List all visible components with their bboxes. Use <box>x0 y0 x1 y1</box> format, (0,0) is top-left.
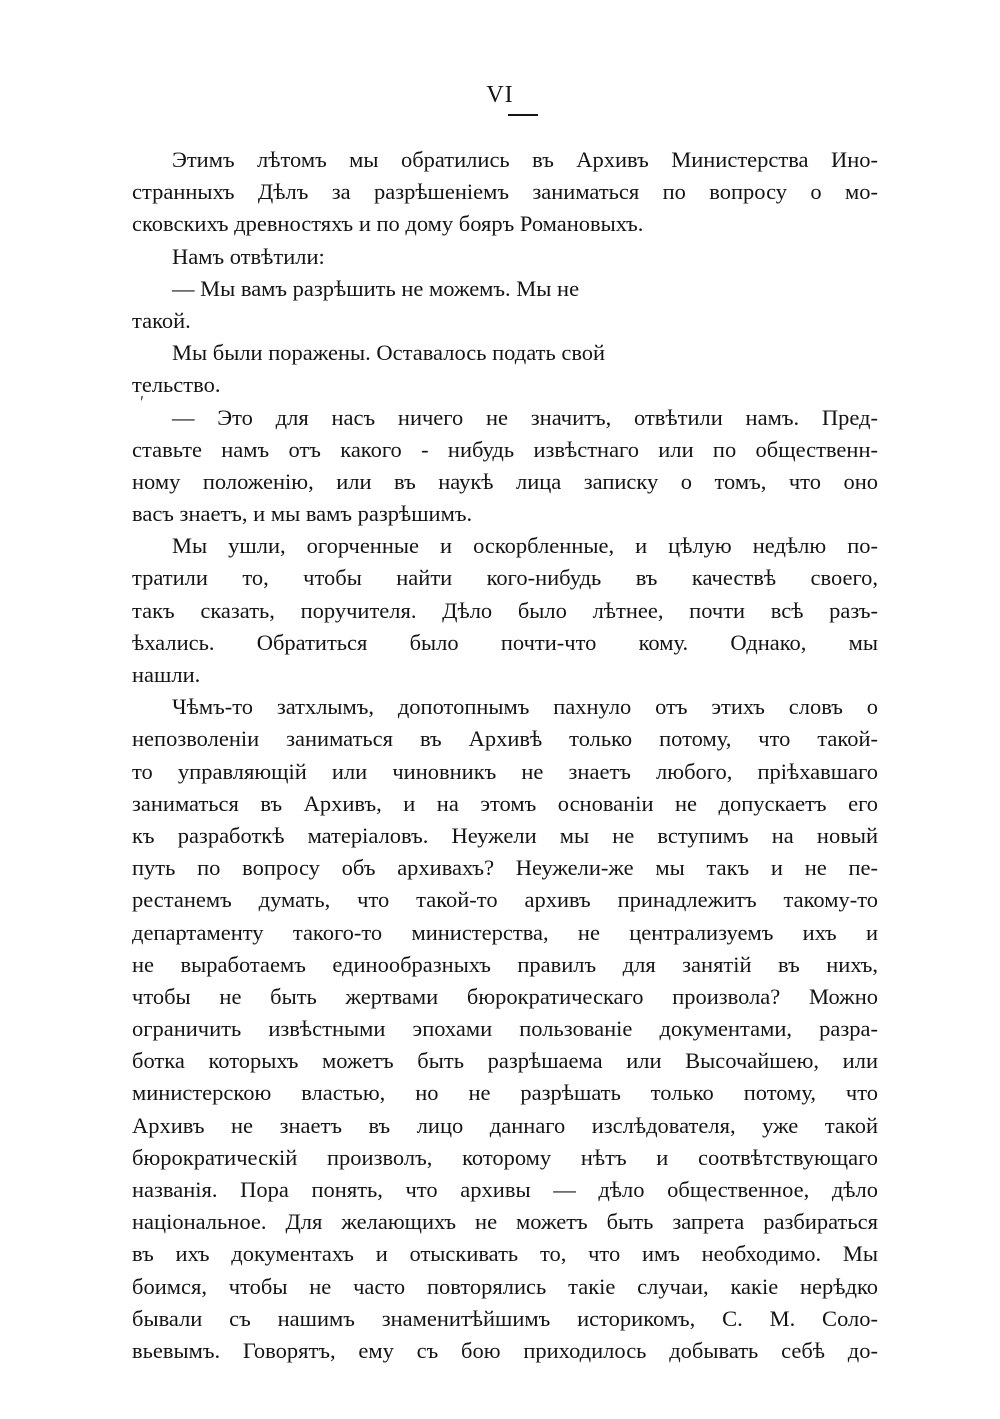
text-line: путь по вопросу объ архивахъ? Неужели-же мы такъ и не пе- <box>132 855 878 881</box>
page-number: VI <box>486 82 514 108</box>
text-line: Мы ушли, огорченные и оскорбленные, и цѣлую недѣлю по- <box>172 533 878 559</box>
text-line: Намъ отвѣтили: <box>172 243 325 269</box>
text-line: не выработаемъ единообразныхъ правилъ для занятій въ нихъ, <box>132 951 878 977</box>
text-line: непозволеніи заниматься въ Архивѣ только потому, что такой- <box>132 726 878 752</box>
text-line: нашли. <box>132 662 201 687</box>
text-line: Архивъ не знаетъ въ лицо даннаго изслѣдователя, уже такой <box>132 1112 878 1138</box>
text-line: васъ знаетъ, и мы вамъ разрѣшимъ. <box>132 501 473 527</box>
text-line: бюрократическій произволъ, которому нѣтъ и соотвѣтствующаго <box>132 1144 878 1170</box>
text-line: боимся, чтобы не часто повторялись такіе случаи, какіе нерѣдко <box>132 1273 878 1299</box>
text-line: ному положенію, или въ наукѣ лица записку о томъ, что оно <box>132 468 878 494</box>
text-line: вьевымъ. Говорятъ, ему съ бою приходилось добывать себѣ до- <box>132 1337 878 1363</box>
text-line: странныхъ Дѣлъ за разрѣшеніемъ заниматься по вопросу о мо- <box>132 179 878 205</box>
text-line: министерскою властью, но не разрѣшать только потому, что <box>132 1080 878 1106</box>
text-line: ботка которыхъ можетъ быть разрѣшаема или Высочайшею, или <box>132 1048 878 1074</box>
stray-mark: ʹ <box>140 392 144 412</box>
text-line: — Это для насъ ничего не значитъ, отвѣтили намъ. Пред- <box>172 404 878 430</box>
text-line: рестанемъ думать, что такой-то архивъ принадлежитъ такому-то <box>132 887 878 913</box>
text-line: къ разработкѣ матеріаловъ. Неужели мы не вступимъ на новый <box>132 822 878 848</box>
text-line: бывали съ нашимъ знаменитѣйшимъ историкомъ, С. М. Соло- <box>132 1305 878 1331</box>
text-line: національное. Для желающихъ не можетъ быть запрета разбираться <box>132 1209 878 1235</box>
text-line: заниматься въ Архивъ, и на этомъ основаніи не допускаетъ его <box>132 790 878 816</box>
text-line: ѣхались. Обратиться было почти-что кому. Однако, мы <box>132 629 878 655</box>
text-line: Этимъ лѣтомъ мы обратились въ Архивъ Министерства Ино- <box>172 147 878 172</box>
text-line: чтобы не быть жертвами бюрократическаго произвола? Можно <box>132 983 878 1009</box>
text-line: такой. <box>132 307 191 333</box>
text-line: ограничить извѣстными эпохами пользованіе документами, разра- <box>132 1016 878 1042</box>
text-line: названія. Пора понять, что архивы — дѣло общественное, дѣло <box>132 1177 878 1202</box>
text-line: то управляющій или чиновникъ не знаетъ любого, пріѣхавшаго <box>132 758 878 784</box>
text-line: Чѣмъ-то затхлымъ, допотопнымъ пахнуло отъ этихъ словъ о <box>172 694 878 720</box>
page-number-rule <box>508 114 538 116</box>
text-line: тельство. <box>132 372 221 398</box>
page-body-text <box>132 144 878 1367</box>
text-line: сковскихъ древностяхъ и по дому бояръ Романовыхъ. <box>132 211 644 237</box>
text-line: такъ сказать, поручителя. Дѣло было лѣтнее, почти всѣ разъ- <box>132 597 878 623</box>
text-line: департаменту такого-то министерства, не централизуемъ ихъ и <box>132 919 878 945</box>
text-line: въ ихъ документахъ и отыскивать то, что имъ необходимо. Мы <box>132 1241 878 1267</box>
text-line: — Мы вамъ разрѣшить не можемъ. Мы не <box>172 275 580 301</box>
text-line: Мы были поражены. Оставалось подать свой <box>172 340 606 366</box>
text-line: ставьте намъ отъ какого - нибудь извѣстнаго или по общественн- <box>132 436 878 462</box>
text-line: тратили то, чтобы найти кого-нибудь въ качествѣ своего, <box>132 565 878 591</box>
